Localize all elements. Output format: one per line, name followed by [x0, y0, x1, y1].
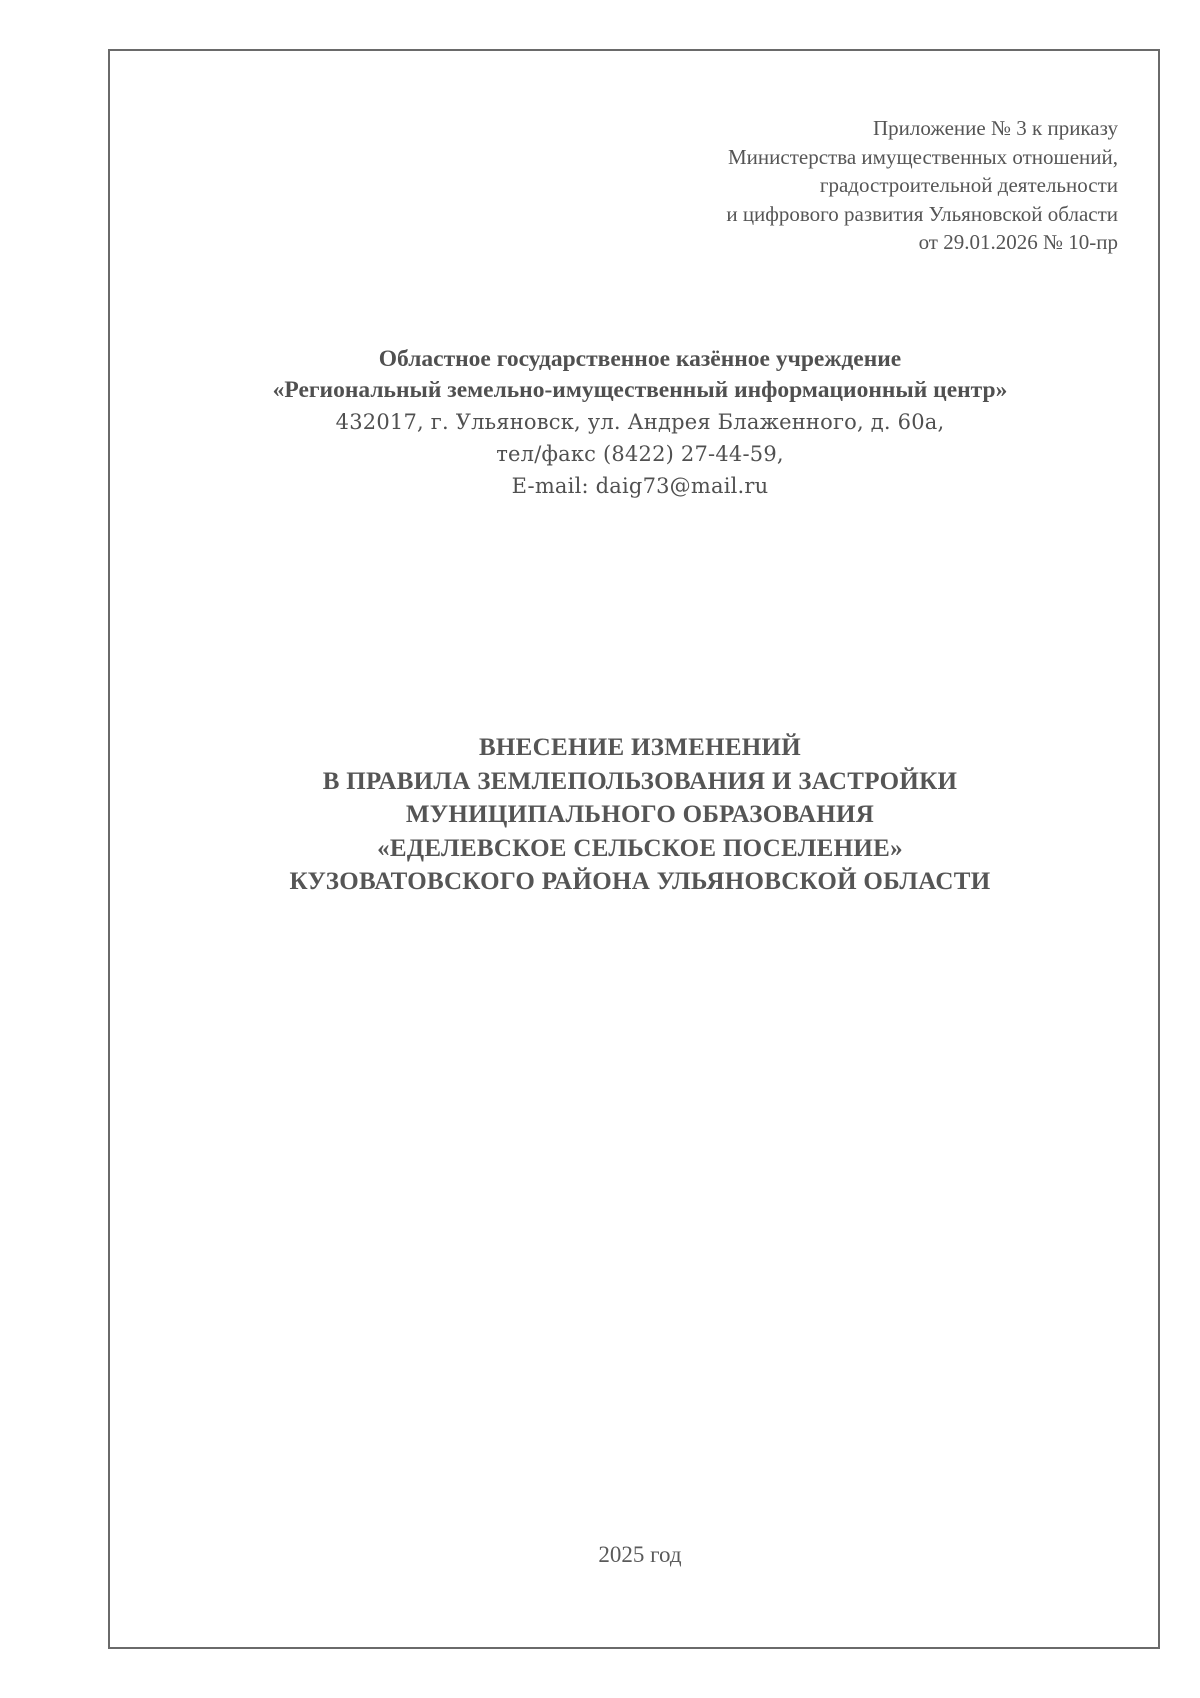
organization-address: 432017, г. Ульяновск, ул. Андрея Блаженного, д. 60а, — [335, 410, 945, 434]
appendix-line: от 29.01.2026 № 10-пр — [918, 230, 1118, 254]
title-line: В ПРАВИЛА ЗЕМЛЕПОЛЬЗОВАНИЯ И ЗАСТРОЙКИ — [322, 767, 958, 795]
organization-phone: тел/факс (8422) 27-44-59, — [496, 442, 784, 466]
appendix-line: Приложение № 3 к приказу — [873, 116, 1118, 140]
document-year: 2025 год — [598, 1542, 682, 1567]
organization-block — [160, 344, 1120, 502]
document-title — [160, 731, 1120, 899]
title-line: «ЕДЕЛЕВСКОЕ СЕЛЬСКОЕ ПОСЕЛЕНИЕ» — [377, 834, 903, 862]
appendix-line: градостроительной деятельности — [819, 173, 1118, 197]
title-line: МУНИЦИПАЛЬНОГО ОБРАЗОВАНИЯ — [405, 801, 875, 828]
appendix-block — [558, 114, 1118, 257]
organization-email: E-mail: daig73@mail.ru — [511, 474, 769, 498]
organization-name-line-2: «Региональный земельно-имущественный информационный центр» — [272, 377, 1008, 403]
organization-name-line-1: Областное государственное казённое учреждение — [378, 346, 902, 372]
title-line: КУЗОВАТОВСКОГО РАЙОНА УЛЬЯНОВСКОЙ ОБЛАСТИ — [289, 868, 991, 895]
appendix-line: и цифрового развития Ульяновской области — [726, 201, 1118, 226]
title-line: ВНЕСЕНИЕ ИЗМЕНЕНИЙ — [478, 734, 802, 761]
appendix-line: Министерства имущественных отношений, — [728, 144, 1118, 169]
